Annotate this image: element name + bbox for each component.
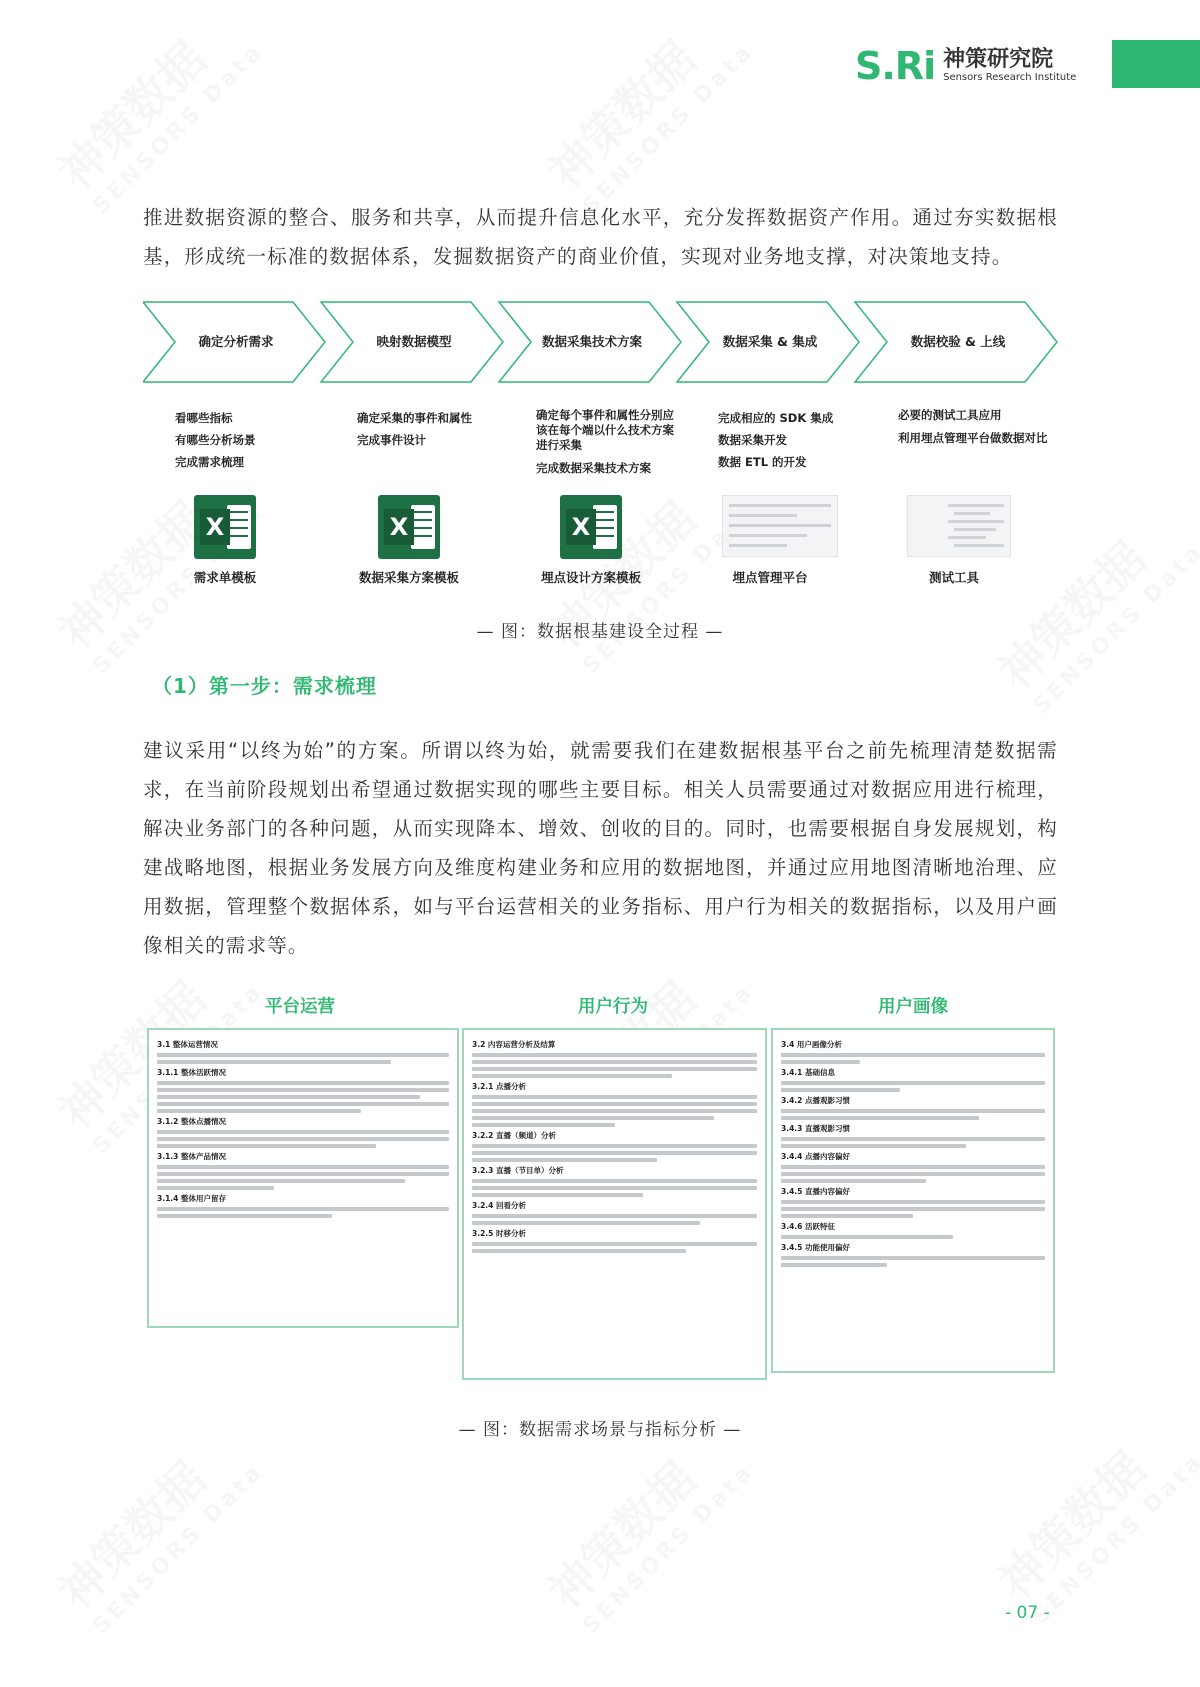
excel-icon: X — [165, 495, 285, 559]
process-details-4 — [718, 408, 893, 474]
figure-caption-1: — 图：数据根基建设全过程 — — [476, 622, 724, 642]
detail-item: 完成数据采集技术方案 — [536, 461, 651, 475]
panel-heading: 3.1.4 整体用户留存 — [157, 1194, 226, 1203]
body-paragraph: 建议采用“以终为始”的方案。所谓以终为始，就需要我们在建数据根基平台之前先梳理清楚数据需求，在当前阶段规划出希望通过数据实现的哪些主要目标。相关人员需要通过对数据应用进行梳理，解决业务部门的各种问题，从而实现降本、增效、创收的目的。同时，也需要根据自身发展规划，构建战略地图，根据业务发展方向及维度构建业务和应用的数据地图，并通过应用地图清晰地治理、应用数据，管理整个数据体系，如与平台运营相关的业务指标、用户行为相关的数据指标，以及用户画像相关的需求等。 — [143, 739, 1058, 957]
detail-item: 数据采集开发 — [718, 433, 787, 447]
watermark — [532, 1412, 760, 1640]
tool-screenshot — [899, 495, 1019, 559]
panel-heading: 3.2 内容运营分析及结算 — [472, 1040, 556, 1049]
process-step-3: 数据采集技术方案 — [541, 334, 642, 349]
panel-heading: 3.4.4 点播内容偏好 — [781, 1152, 850, 1161]
detail-item: 完成相应的 SDK 集成 — [718, 411, 834, 425]
panel-heading: 3.4.6 活跃特征 — [781, 1222, 835, 1231]
brand-logo — [855, 44, 1076, 88]
panel-heading: 3.2.3 直播（节目单）分析 — [472, 1166, 564, 1175]
detail-item: 利用埋点管理平台做数据对比 — [898, 431, 1048, 445]
excel-icon: X — [531, 495, 651, 559]
tool-label-2: 数据采集方案模板 — [358, 570, 459, 585]
panel-heading: 3.1.2 整体点播情况 — [157, 1117, 226, 1126]
section-title: （1）第一步：需求梳理 — [152, 674, 377, 698]
detail-item: 看哪些指标 — [175, 411, 233, 425]
tool-label-1: 需求单模板 — [193, 570, 257, 585]
detail-item: 确定每个事件和属性分别应该在每个端以什么技术方案进行采集 — [536, 408, 674, 452]
detail-item: 完成事件设计 — [357, 433, 426, 447]
watermark — [42, 452, 270, 680]
panel-heading: 3.1.3 整体产品情况 — [157, 1152, 226, 1161]
panel-title-behavior: 用户行为 — [578, 997, 648, 1017]
process-step-5: 数据校验 & 上线 — [910, 334, 1006, 349]
logo-cn: 神策研究院 — [943, 47, 1054, 72]
panel-title-profile: 用户画像 — [878, 997, 948, 1017]
detail-item: 有哪些分析场景 — [175, 433, 256, 447]
panel-heading: 3.4.5 功能使用偏好 — [781, 1243, 850, 1252]
panel-heading: 3.2.5 时移分析 — [472, 1229, 526, 1238]
panel-behavior — [462, 1028, 767, 1380]
logo-en: Sensors Research Institute — [943, 72, 1077, 83]
watermark — [42, 1412, 270, 1640]
process-step-4: 数据采集 & 集成 — [722, 334, 818, 349]
detail-item: 确定采集的事件和属性 — [357, 411, 472, 425]
logo-mark: S.Ri — [855, 44, 936, 88]
tool-label-4: 埋点管理平台 — [732, 570, 808, 585]
panel-heading: 3.2.2 直播（频道）分析 — [472, 1131, 556, 1140]
panel-title-platform: 平台运营 — [265, 997, 335, 1017]
panel-heading: 3.4.2 点播观影习惯 — [781, 1096, 850, 1105]
panel-heading: 3.4 用户画像分析 — [781, 1040, 842, 1049]
panel-heading: 3.2.4 回看分析 — [472, 1201, 526, 1210]
panel-profile — [771, 1028, 1055, 1373]
detail-item: 数据 ETL 的开发 — [718, 455, 807, 469]
panel-heading: 3.4.5 直播内容偏好 — [781, 1187, 850, 1196]
page-number: - 07 - — [1005, 1603, 1050, 1623]
tool-label-5: 测试工具 — [928, 570, 979, 585]
intro-paragraph: 推进数据资源的整合、服务和共享，从而提升信息化水平，充分发挥数据资产作用。通过夯实数据根基，形成统一标准的数据体系，发掘数据资产的商业价值，实现对业务地支撑，对决策地支持。 — [143, 206, 1058, 268]
panel-platform — [147, 1028, 459, 1328]
detail-item: 完成需求梳理 — [175, 455, 244, 469]
panel-heading: 3.1 整体运营情况 — [157, 1040, 218, 1049]
figure-caption-2: — 图：数据需求场景与指标分析 — — [458, 1420, 742, 1440]
process-details-3 — [536, 408, 676, 478]
process-step-2: 映射数据模型 — [376, 334, 452, 349]
panel-heading: 3.1.1 整体活跃情况 — [157, 1068, 226, 1077]
process-details-1 — [175, 408, 350, 474]
panel-heading: 3.2.1 点播分析 — [472, 1082, 526, 1091]
platform-screenshot — [720, 495, 840, 559]
tool-label-3: 埋点设计方案模板 — [540, 570, 641, 585]
process-step-1: 确定分析需求 — [198, 334, 274, 349]
panel-heading: 3.4.1 基础信息 — [781, 1068, 835, 1077]
detail-item: 必要的测试工具应用 — [898, 408, 1002, 422]
process-details-5 — [898, 408, 1048, 448]
watermark — [532, 0, 760, 219]
watermark — [42, 0, 270, 219]
panel-heading: 3.4.3 直播观影习惯 — [781, 1124, 850, 1133]
excel-icon: X — [349, 495, 469, 559]
process-diagram — [143, 300, 1061, 385]
watermark — [532, 452, 760, 680]
header-accent-tab — [1112, 40, 1200, 88]
process-details-2 — [357, 408, 532, 452]
